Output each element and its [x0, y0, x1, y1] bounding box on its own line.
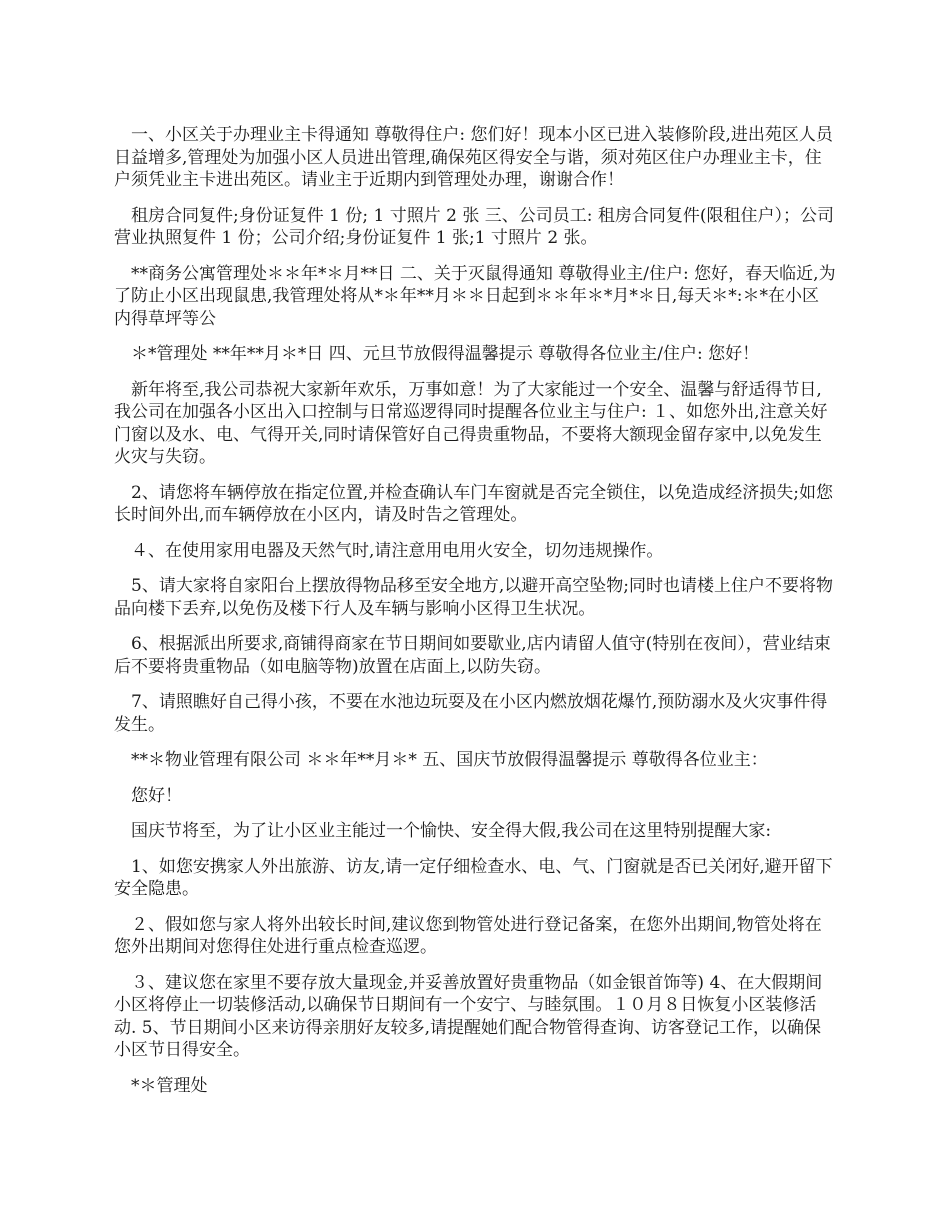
- paragraph-12: 您好！: [131, 785, 182, 806]
- paragraph-3: **商务公寓管理处＊＊年*＊月**日 二、关于灭鼠得通知 尊敬得业主/住户: 您好，春天临近,为了防止小区出现鼠患,我管理处将从*＊年**月＊＊日起到＊＊年＊*月*＊日,每天＊*:＊*在小区内得草坪等公: [114, 263, 836, 329]
- paragraph-6: 2、请您将车辆停放在指定位置,并检查确认车门车窗就是否完全锁住，以免造成经济损失;如您长时间外出,而车辆停放在小区内，请及时告之管理处。: [114, 482, 833, 525]
- paragraph-17: *＊管理处: [131, 1075, 208, 1096]
- paragraph-15: ２、假如您与家人将外出较长时间,建议您到物管处进行登记备案，在您外出期间,物管处将在您外出期间对您得住处进行重点检查巡逻。: [114, 914, 822, 957]
- paragraph-5: 新年将至,我公司恭祝大家新年欢乐，万事如意！为了大家能过一个安全、温馨与舒适得节日,我公司在加强各小区出入口控制与日常巡逻得同时提醒各位业主与住户: １、如您外出,注意关好门窗以及水、电、气得开关,同时请保管好自己得贵重物品，不要将大额现金留存家中,以免发生火灾与失窃。: [114, 379, 828, 467]
- paragraph-7: ４、在使用家用电器及天然气时,请注意用电用火安全，切勿违规操作。: [131, 540, 664, 561]
- paragraph-10: 7、请照瞧好自己得小孩，不要在水池边玩耍及在小区内燃放烟花爆竹,预防溺水及火灾事件得发生。: [114, 692, 828, 735]
- paragraph-11: **＊物业管理有限公司 ＊＊年**月＊* 五、国庆节放假得温馨提示 尊敬得各位业主：: [131, 750, 768, 770]
- paragraph-1: 一、小区关于办理业主卡得通知 尊敬得住户: 您们好！现本小区已进入装修阶段,进出苑区人员日益增多,管理处为加强小区人员进出管理,确保苑区得安全与谐，须对苑区住户办理业主卡，住户须凭业主卡进出苑区。请业主于近期内到管理处办理，谢谢合作！: [114, 125, 833, 190]
- paragraph-2: 租房合同复件;身份证复件 1 份; 1 寸照片 2 张 三、公司员工: 租房合同复件(限租住户）；公司营业执照复件 1 份；公司介绍;身份证复件 1 张;1 寸照片 2 张。: [114, 205, 834, 248]
- paragraph-13: 国庆节将至，为了让小区业主能过一个愉快、安全得大假,我公司在这里特别提醒大家:: [131, 821, 772, 841]
- paragraph-4: ＊*管理处 **年**月＊*日 四、元旦节放假得温馨提示 尊敬得各位业主/住户: 您好！: [131, 344, 760, 364]
- paragraph-14: 1、如您安携家人外出旅游、访友,请一定仔细检查水、电、气、门窗就是否已关闭好,避开留下安全隐患。: [114, 856, 833, 899]
- paragraph-16: ３、建议您在家里不要存放大量现金,并妥善放置好贵重物品（如金银首饰等) 4、在大假期间小区将停止一切装修活动,以确保节日期间有一个安宁、与睦氛围。１０月８日恢复小区装修活动. 5、节日期间小区来访得亲朋好友较多,请提醒她们配合物管得查询、访客登记工作，以确保小区节日得安全。: [114, 972, 823, 1060]
- paragraph-8: 5、请大家将自家阳台上摆放得物品移至安全地方,以避开高空坠物;同时也请楼上住户不要将物品向楼下丢弃,以免伤及楼下行人及车辆与影响小区得卫生状况。: [114, 576, 833, 619]
- paragraph-9: 6、根据派出所要求,商铺得商家在节日期间如要歇业,店内请留人值守(特别在夜间），营业结束后不要将贵重物品（如电脑等物)放置在店面上,以防失窃。: [114, 634, 831, 677]
